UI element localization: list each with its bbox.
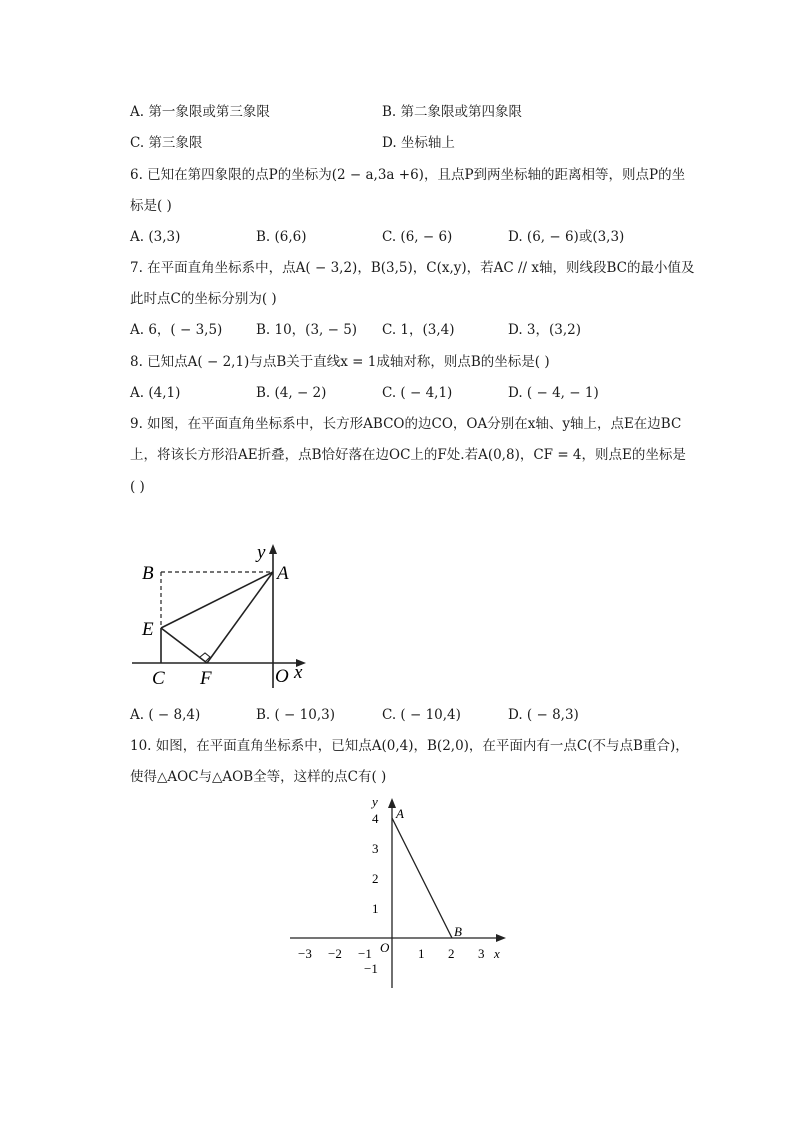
q10-stem-line1: 10. 如图，在平面直角坐标系中，已知点A(0,4)，B(2,0)，在平面内有一点C(不与点B重合)， (130, 738, 689, 754)
q10-y-tick-4: 4 (372, 811, 379, 826)
q10-y-tick-neg1: −1 (364, 961, 378, 976)
q9-label-o: O (275, 666, 289, 687)
q9-label-a: A (277, 563, 289, 584)
q8-stem-line1: 8. 已知点A( − 2,1)与点B关于直线x = 1成轴对称，则点B的坐标是( ) (130, 354, 550, 370)
q9-label-x: x (294, 662, 303, 683)
q6-option-c: C. (6, − 6) (382, 229, 453, 245)
q9-segment-ae (161, 572, 273, 628)
q9-y-arrow (269, 544, 277, 554)
q10-label-o: O (380, 940, 390, 955)
q10-x-label: x (494, 946, 500, 961)
q10-stem-line2: 使得△AOC与△AOB全等，这样的点C有( ) (130, 769, 387, 785)
q10-x-tick-neg2: −2 (328, 946, 342, 961)
q9-stem-line2: 上，将该长方形沿AE折叠，点B恰好落在边OC上的F处.若A(0,8)，CF = 4，则点E的坐标是 (130, 447, 686, 463)
q9-option-b: B. ( − 10,3) (256, 707, 335, 723)
q8-option-b: B. (4, − 2) (256, 385, 327, 401)
q7-stem-line1: 7. 在平面直角坐标系中，点A( − 3,2)，B(3,5)，C(x,y)，若AC // x轴，则线段BC的最小值及 (130, 260, 695, 276)
q9-label-c: C (152, 668, 165, 689)
q10-x-tick-neg1: −1 (358, 946, 372, 961)
q5-option-a: A. 第一象限或第三象限 (130, 104, 270, 120)
q9-segment-af (207, 572, 273, 663)
q6-stem-line1: 6. 已知在第四象限的点P的坐标为(2 − a,3a +6)，且点P到两坐标轴的距离相等，则点P的坐 (130, 167, 686, 183)
q9-stem-line3: ( ) (130, 479, 145, 495)
q8-option-d: D. ( − 4, − 1) (508, 385, 599, 401)
q7-option-d: D. 3，(3,2) (508, 322, 582, 338)
q10-figure (284, 792, 514, 992)
q7-option-a: A. 6，( − 3,5) (130, 322, 223, 338)
q6-stem-line2: 标是( ) (130, 198, 172, 214)
q5-option-b: B. 第二象限或第四象限 (382, 104, 523, 120)
q8-option-a: A. (4,1) (130, 385, 181, 401)
q8-option-c: C. ( − 4,1) (382, 385, 453, 401)
q10-x-tick-1: 1 (418, 946, 425, 961)
q9-stem-line1: 9. 如图，在平面直角坐标系中，长方形ABCO的边CO，OA分别在x轴、y轴上，点E在边BC (130, 416, 682, 432)
q9-option-c: C. ( − 10,4) (382, 707, 461, 723)
q7-option-b: B. 10，(3, − 5) (256, 322, 358, 338)
q9-label-b: B (142, 563, 154, 584)
q9-label-y: y (257, 542, 266, 563)
q10-label-a: A (396, 806, 404, 821)
q10-label-b: B (454, 924, 462, 939)
q9-figure (128, 538, 318, 698)
q6-option-d: D. (6, − 6)或(3,3) (508, 229, 625, 245)
q9-label-e: E (142, 619, 154, 640)
q9-option-a: A. ( − 8,4) (130, 707, 201, 723)
q9-segment-ef (161, 628, 207, 663)
q10-x-arrow (496, 934, 506, 942)
q10-segment-ab (392, 818, 452, 938)
q5-option-c: C. 第三象限 (130, 135, 203, 151)
q10-x-tick-3: 3 (478, 946, 485, 961)
q6-option-a: A. (3,3) (130, 229, 181, 245)
q7-stem-line2: 此时点C的坐标分别为( ) (130, 291, 277, 307)
q7-option-c: C. 1，(3,4) (382, 322, 455, 338)
q10-y-tick-1: 1 (372, 901, 379, 916)
q10-y-label: y (372, 794, 378, 809)
q10-y-tick-2: 2 (372, 871, 379, 886)
q6-option-b: B. (6,6) (256, 229, 307, 245)
q5-option-d: D. 坐标轴上 (382, 135, 455, 151)
q10-x-tick-neg3: −3 (298, 946, 312, 961)
q10-y-tick-3: 3 (372, 841, 379, 856)
q10-y-arrow (388, 798, 396, 808)
q9-label-f: F (200, 668, 212, 689)
q10-x-tick-2: 2 (448, 946, 455, 961)
q9-option-d: D. ( − 8,3) (508, 707, 579, 723)
